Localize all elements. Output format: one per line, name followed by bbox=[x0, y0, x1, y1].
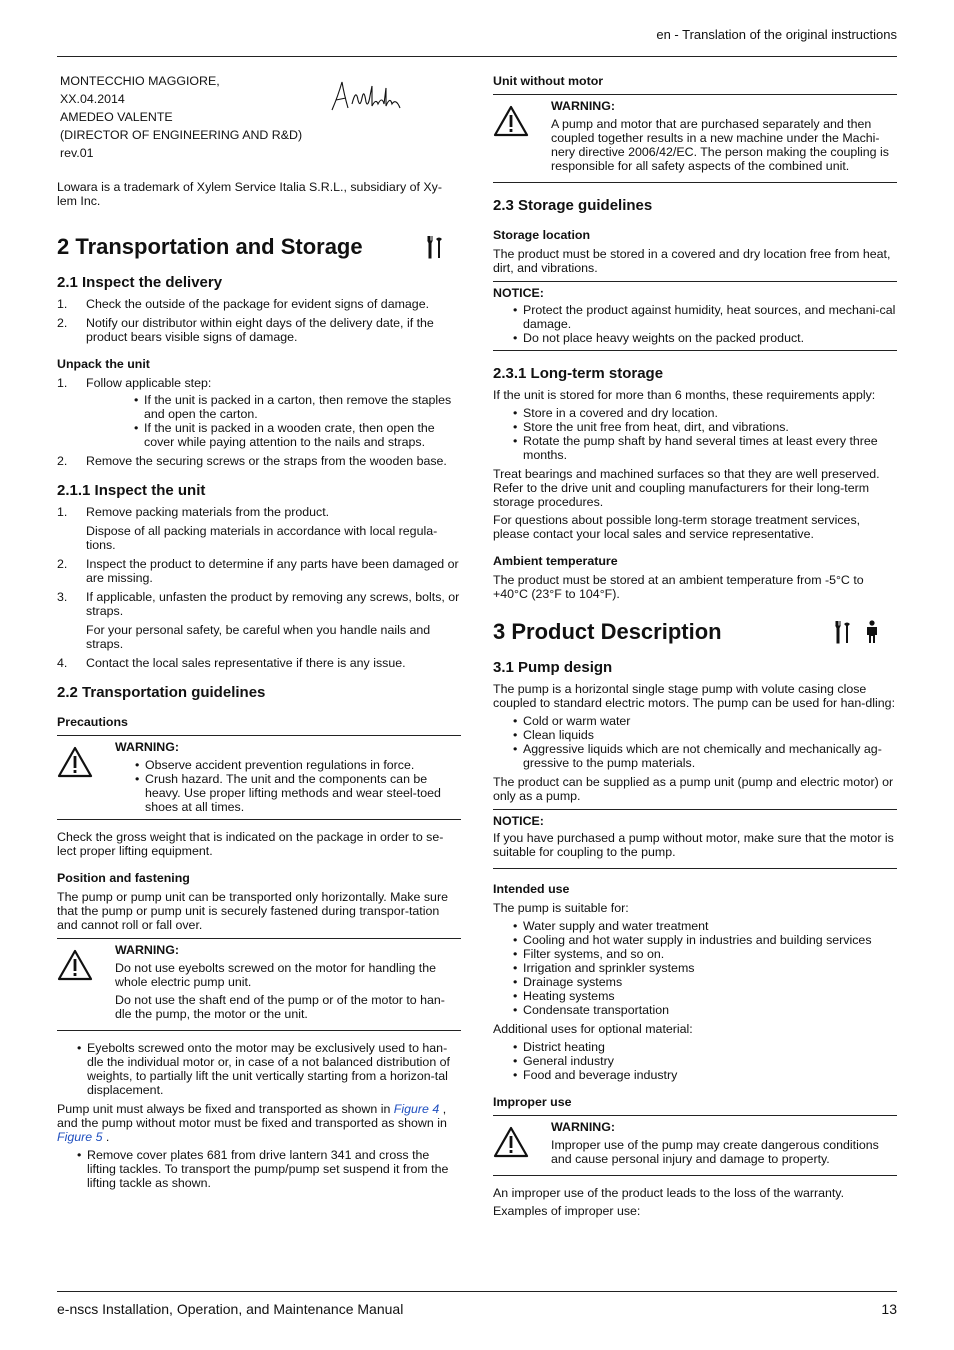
notice-label: NOTICE: bbox=[493, 814, 544, 828]
handwritten-signature bbox=[330, 78, 406, 114]
bullet-item: • Irrigation and sprinkler systems bbox=[513, 961, 897, 975]
notice-bullets bbox=[513, 303, 897, 345]
position-title: Position and fastening bbox=[57, 871, 190, 885]
bullet-item: • General industry bbox=[513, 1054, 897, 1068]
section-2-heading bbox=[57, 234, 461, 260]
bullet-item: • Filter systems, and so on. bbox=[513, 947, 897, 961]
list-item: 3. If applicable, unfasten the product by removing any screws, bolts, or straps. For your personal safety, be careful when you handle nails and straps. bbox=[57, 590, 460, 651]
list-item: 1. Remove packing materials from the product. Dispose of all packing materials in accordance with local regula-tions. bbox=[57, 505, 438, 552]
bullet-item: • Food and beverage industry bbox=[513, 1068, 897, 1082]
intended-use-title: Intended use bbox=[493, 882, 570, 896]
pump-supply-text: The product can be supplied as a pump unit (pump and electric motor) or only as a pump. bbox=[493, 775, 894, 803]
bullet-item: • Store in a covered and dry location. bbox=[513, 406, 897, 420]
storage-location-title: Storage location bbox=[493, 228, 591, 242]
left-column bbox=[57, 72, 461, 1190]
bullet-item: • District heating bbox=[513, 1040, 897, 1054]
bullet-item: • Cooling and hot water supply in industries and building services bbox=[513, 933, 897, 947]
unpack-list bbox=[57, 376, 461, 468]
gross-weight-text: Check the gross weight that is indicated on the package in order to se-lect proper lifting equipment. bbox=[57, 830, 444, 858]
figure-4-link[interactable]: Figure 4 bbox=[393, 1102, 440, 1116]
tools-icon bbox=[835, 620, 851, 644]
tools-icon bbox=[427, 235, 443, 259]
improper-use-text: An improper use of the product leads to the loss of the warranty. bbox=[493, 1186, 845, 1200]
improper-use-examples: Examples of improper use: bbox=[493, 1204, 641, 1218]
sig-line-role: (DIRECTOR OF ENGINEERING AND R&D) bbox=[60, 128, 303, 142]
section-3-heading bbox=[493, 619, 897, 645]
bullet-item: • Condensate transportation bbox=[513, 1003, 897, 1017]
sig-line-rev: rev.01 bbox=[60, 146, 94, 160]
pump-design-text: The pump is a horizontal single stage pump with volute casing close coupled to standard electric motors. The pump can be used for han-dling: bbox=[493, 682, 896, 710]
warning-box-improper bbox=[493, 1115, 897, 1176]
warning-box-precautions bbox=[57, 735, 461, 820]
ambient-text: The product must be stored at an ambient temperature from -5°C to +40°C (23°F to 104°F). bbox=[493, 573, 864, 601]
warning-bullets bbox=[135, 758, 461, 814]
storage-location-text: The product must be stored in a covered and dry location free from heat, dirt, and vibrations. bbox=[493, 247, 891, 275]
right-column bbox=[493, 72, 897, 1222]
notice-box-storage bbox=[493, 281, 897, 351]
ambient-title: Ambient temperature bbox=[493, 554, 618, 568]
bullet-item: • Cold or warm water bbox=[513, 714, 897, 728]
bullet-item: • Store the unit free from heat, dirt, and vibrations. bbox=[513, 420, 897, 434]
warning-label: WARNING: bbox=[115, 943, 180, 957]
notice-label: NOTICE: bbox=[493, 286, 544, 300]
long-term-contact: For questions about possible long-term storage treatment services, please contact your local sales and service representative. bbox=[493, 513, 861, 541]
notice-box-motor bbox=[493, 809, 897, 869]
warning-text: A pump and motor that are purchased separately and then coupled together results in a new machine under the Machi-nery directive 2006/42/EC. The person making the coupling is responsible for all safety aspects of the combined unit. bbox=[551, 117, 889, 173]
section-2-1-1-title: 2.1.1 Inspect the unit bbox=[57, 482, 206, 499]
bullet-item: • Water supply and water treatment bbox=[513, 919, 897, 933]
bullet-item: • If the unit is packed in a wooden crate, then open the cover while paying attention to the nails and straps. bbox=[134, 421, 461, 449]
intended-use-intro: The pump is suitable for: bbox=[493, 901, 629, 915]
section-3-icons bbox=[835, 620, 879, 644]
section-2-3-title: 2.3 Storage guidelines bbox=[493, 197, 653, 214]
intended-use-bullets bbox=[513, 919, 897, 1017]
warning-text: Improper use of the pump may create dangerous conditions and cause personal injury and damage to property. bbox=[551, 1138, 879, 1166]
list-item: 1. Check the outside of the package for evident signs of damage. bbox=[57, 297, 430, 311]
list-item: 4. Contact the local sales representative if there is any issue. bbox=[57, 656, 406, 670]
pump-design-bullets bbox=[513, 714, 897, 770]
unit-without-motor-title: Unit without motor bbox=[493, 74, 604, 88]
sig-line-place: MONTECCHIO MAGGIORE, bbox=[60, 74, 220, 88]
footer-manual-title: e-nscs Installation, Operation, and Maintenance Manual bbox=[57, 1301, 404, 1317]
notice-text: If you have purchased a pump without motor, make sure that the motor is suitable for coupling to the pump. bbox=[493, 831, 894, 859]
list-item: 2. Remove the securing screws or the straps from the wooden base. bbox=[57, 454, 447, 468]
remove-cover-bullet bbox=[77, 1148, 461, 1190]
sig-line-name: AMEDEO VALENTE bbox=[60, 110, 173, 124]
improper-use-title: Improper use bbox=[493, 1095, 572, 1109]
section-2-2-title: 2.2 Transportation guidelines bbox=[57, 684, 266, 701]
warning-text: Do not use eyebolts screwed on the motor for handling the whole electric pump unit. bbox=[115, 961, 436, 989]
figure-5-link[interactable]: Figure 5 bbox=[57, 1130, 103, 1144]
bullet-item: • Drainage systems bbox=[513, 975, 897, 989]
trademark-text: Lowara is a trademark of Xylem Service Italia S.R.L., subsidiary of Xy-lem Inc. bbox=[57, 180, 442, 208]
header-text: en - Translation of the original instructions bbox=[656, 27, 897, 42]
warning-label: WARNING: bbox=[551, 99, 616, 113]
sig-line-date: XX.04.2014 bbox=[60, 92, 125, 106]
warning-triangle-icon bbox=[57, 949, 93, 981]
list-item: 2. Inspect the product to determine if any parts have been damaged or are missing. bbox=[57, 557, 459, 585]
bullet-item: • Do not place heavy weights on the packed product. bbox=[513, 331, 897, 345]
warning-triangle-icon bbox=[493, 105, 529, 137]
delivery-list bbox=[57, 297, 461, 344]
bullet-item: • Observe accident prevention regulations in force. bbox=[135, 758, 461, 772]
bullet-item: • Eyebolts screwed onto the motor may be exclusively used to han-dle the individual motor or, in case of a not balanced distribution of weights, to partially lift the unit vertically starting from a horizon-tal displacement. bbox=[77, 1041, 461, 1097]
warning-label: WARNING: bbox=[115, 740, 180, 754]
unpack-title: Unpack the unit bbox=[57, 357, 150, 371]
warning-triangle-icon bbox=[493, 1126, 529, 1158]
bullet-item: • Clean liquids bbox=[513, 728, 897, 742]
precautions-title: Precautions bbox=[57, 715, 128, 729]
section-2-icons bbox=[427, 235, 443, 259]
bullet-item: • Aggressive liquids which are not chemically and mechanically ag-gressive to the pump materials. bbox=[513, 742, 897, 770]
additional-uses-bullets bbox=[513, 1040, 897, 1082]
position-text: The pump or pump unit can be transported only horizontally. Make sure that the pump or pump unit is securely fastened during transpor-tation and cannot roll or fall over. bbox=[57, 890, 448, 932]
bullet-item: • Rotate the pump shaft by hand several times at least every three months. bbox=[513, 434, 897, 462]
warning-box-eyebolts bbox=[57, 938, 461, 1031]
additional-uses-intro: Additional uses for optional material: bbox=[493, 1022, 693, 1036]
bullet-item: • Remove cover plates 681 from drive lantern 341 and cross the lifting tackles. To transport the pump/pump set suspend it from the lifting tackle as shown. bbox=[77, 1148, 461, 1190]
footer-rule bbox=[57, 1291, 897, 1292]
section-2-title: 2 Transportation and Storage bbox=[57, 234, 363, 259]
list-item: 1. Follow applicable step: • If the unit is packed in a carton, then remove the staples and open the carton. • If the unit is packed in a wooden crate, then open the cover while paying attention to the nails and straps. bbox=[57, 376, 461, 449]
warning-label: WARNING: bbox=[551, 1120, 616, 1134]
warning-triangle-icon bbox=[57, 746, 93, 778]
list-item: 2. Notify our distributor within eight days of the delivery date, if the product bears visible signs of damage. bbox=[57, 316, 434, 344]
warning-box-coupling bbox=[493, 94, 897, 183]
long-term-intro: If the unit is stored for more than 6 months, these requirements apply: bbox=[493, 388, 876, 402]
header-rule bbox=[57, 56, 897, 57]
unpack-bullets bbox=[134, 393, 461, 449]
bullet-item: • Protect the product against humidity, heat sources, and mechani-cal damage. bbox=[513, 303, 897, 331]
section-2-1-title: 2.1 Inspect the delivery bbox=[57, 274, 223, 291]
long-term-text: Treat bearings and machined surfaces so that they are well preserved. Refer to the drive unit and coupling manufacturers for their long-term storage procedures. bbox=[493, 467, 880, 509]
person-icon bbox=[865, 620, 879, 644]
inspect-unit-list bbox=[57, 505, 461, 670]
section-3-1-title: 3.1 Pump design bbox=[493, 659, 613, 676]
signature-block bbox=[60, 72, 461, 162]
section-2-3-1-title: 2.3.1 Long-term storage bbox=[493, 365, 664, 382]
section-3-title: 3 Product Description bbox=[493, 619, 722, 644]
eyebolts-bullet bbox=[77, 1041, 461, 1097]
warning-text: Do not use the shaft end of the pump or of the motor to han-dle the pump, the motor or the unit. bbox=[115, 993, 445, 1021]
bullet-item: • Heating systems bbox=[513, 989, 897, 1003]
fixed-transport-text: Pump unit must always be fixed and transported as shown in Figure 4 , and the pump without motor must be fixed and transported as shown in Figure 5 . bbox=[57, 1102, 447, 1144]
long-term-bullets bbox=[513, 406, 897, 462]
bullet-item: • If the unit is packed in a carton, then remove the staples and open the carton. bbox=[134, 393, 461, 421]
bullet-item: • Crush hazard. The unit and the components can be heavy. Use proper lifting methods and wear steel-toed shoes at all times. bbox=[135, 772, 461, 814]
page-number: 13 bbox=[881, 1301, 897, 1317]
